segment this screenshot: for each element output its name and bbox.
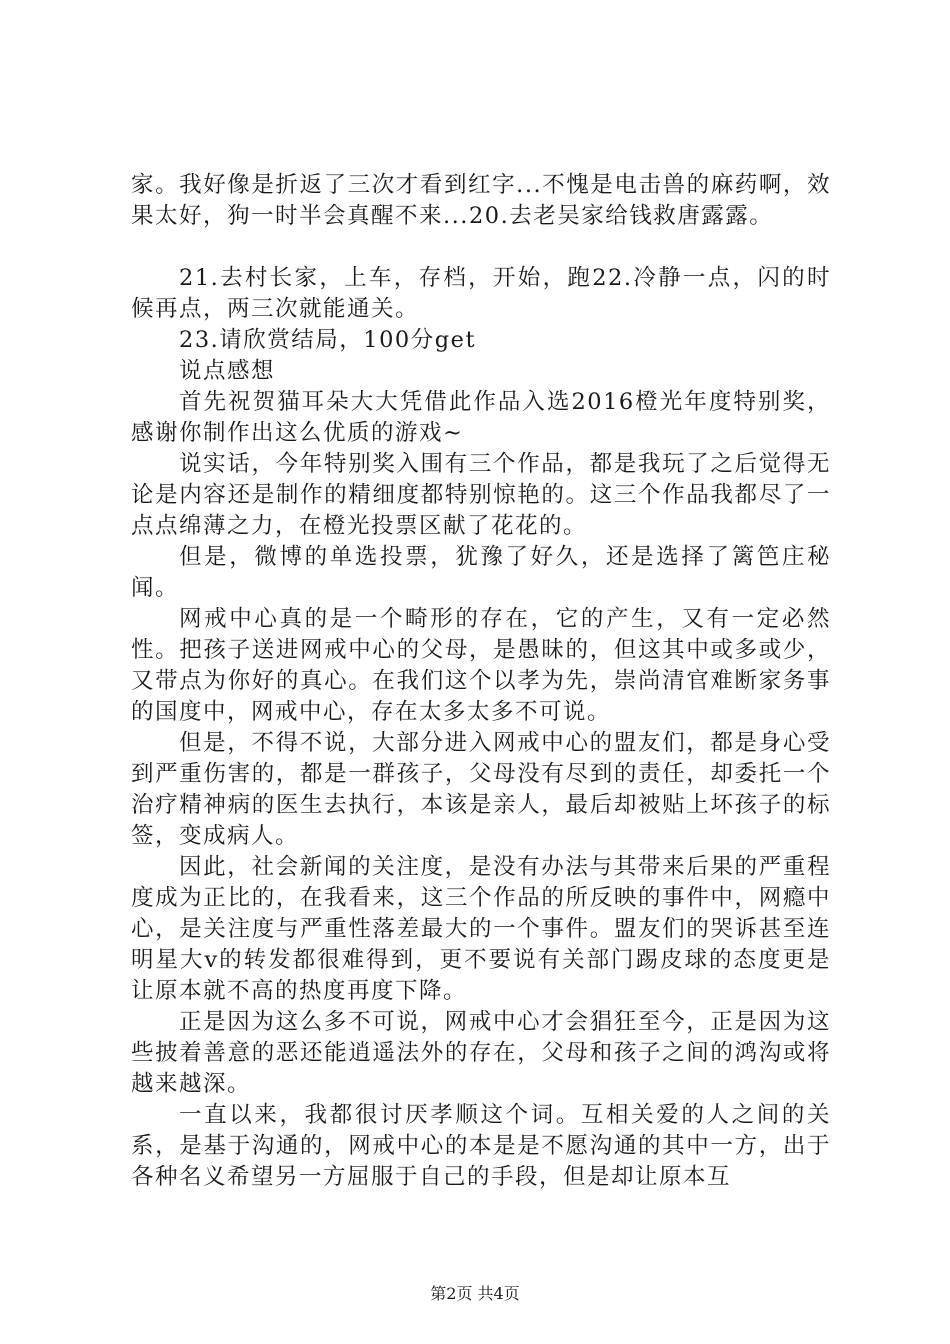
paragraph: 因此，社会新闻的关注度，是没有办法与其带来后果的严重程度成为正比的，在我看来，这三个作品的所反映的事件中，网瘾中心，是关注度与严重性落差最大的一个事件。盟友们的哭诉甚至连明星大v的转发都很难得到，更不要说有关部门踢皮球的态度更是让原本就不高的热度再度下降。 [131, 854, 831, 1004]
page-number: 第2页 共4页 [430, 1284, 520, 1303]
paragraph: 21.去村长家，上车，存档，开始，跑22.冷静一点，闪的时候再点，两三次就能通关。 [131, 265, 831, 322]
document-body [131, 170, 831, 1193]
paragraph: 家。我好像是折返了三次才看到红字...不愧是电击兽的麻药啊，效果太好，狗一时半会真醒不来...20.去老吴家给钱救唐露露。 [131, 172, 831, 229]
page-footer [0, 1284, 950, 1304]
paragraph: 但是，不得不说，大部分进入网戒中心的盟友们，都是身心受到严重伤害的，都是一群孩子，父母没有尽到的责任，却委托一个治疗精神病的医生去执行，本该是亲人，最后却被贴上坏孩子的标签，变成病人。 [131, 730, 831, 849]
paragraph: 但是，微博的单选投票，犹豫了好久，还是选择了篱笆庄秘闻。 [131, 544, 831, 601]
section-heading: 说点感想 [179, 358, 276, 384]
paragraph: 23.请欣赏结局，100分get [179, 327, 476, 353]
paragraph: 网戒中心真的是一个畸形的存在，它的产生，又有一定必然性。把孩子送进网戒中心的父母，是愚昧的，但这其中或多或少，又带点为你好的真心。在我们这个以孝为先，崇尚清官难断家务事的国度中，网戒中心，存在太多太多不可说。 [131, 606, 831, 725]
paragraph: 一直以来，我都很讨厌孝顺这个词。互相关爱的人之间的关系，是基于沟通的，网戒中心的本是是不愿沟通的其中一方，出于各种名义希望另一方屈服于自己的手段，但是却让原本互 [131, 1102, 831, 1190]
paragraph: 正是因为这么多不可说，网戒中心才会猖狂至今，正是因为这些披着善意的恶还能逍遥法外的存在，父母和孩子之间的鸿沟或将越来越深。 [131, 1009, 831, 1097]
paragraph: 首先祝贺猫耳朵大大凭借此作品入选2016橙光年度特别奖，感谢你制作出这么优质的游戏~ [131, 389, 831, 446]
paragraph: 说实话，今年特别奖入围有三个作品，都是我玩了之后觉得无论是内容还是制作的精细度都特别惊艳的。这三个作品我都尽了一点点绵薄之力，在橙光投票区献了花花的。 [131, 451, 831, 539]
paragraph-gap [131, 232, 831, 263]
